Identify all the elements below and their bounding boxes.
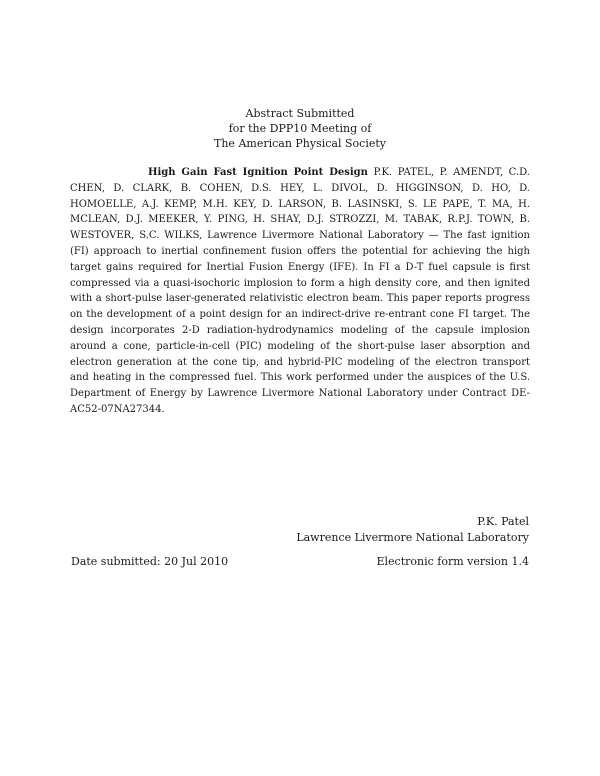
abstract-paragraph bbox=[70, 165, 530, 418]
signature-institution: Lawrence Livermore National Laboratory bbox=[296, 531, 529, 544]
signature-block bbox=[296, 514, 529, 546]
abstract-title: High Gain Fast Ignition Point Design bbox=[148, 167, 368, 178]
em-dash: — bbox=[428, 230, 439, 242]
affiliation: Lawrence Livermore National Laboratory bbox=[207, 230, 424, 242]
author-list: P.K. PATEL, P. AMENDT, C.D. CHEN, D. CLARK, B. COHEN, D.S. HEY, L. DIVOL, D. HIGGINSON, D. HO, D. HOMOELLE, A.J. KEMP, M.H. KEY, D. LARSON, B. LASINSKI, S. LE PAPE, T. MA, H. MCLEAN, D.J. MEEKER, Y. PING, H. SHAY, D.J. STROZZI, M. TABAK, R.P.J. TOWN, B. WESTOVER, S.C. WILKS, bbox=[70, 167, 530, 242]
form-version: Electronic form version 1.4 bbox=[376, 555, 529, 568]
signature-name: P.K. Patel bbox=[477, 515, 529, 528]
date-submitted: Date submitted: 20 Jul 2010 bbox=[71, 555, 229, 568]
header-line-1: Abstract Submitted bbox=[245, 107, 355, 120]
submission-header bbox=[0, 106, 600, 151]
abstract-body: The fast ignition (FI) approach to inertial confinement fusion offers the potential for achieving the high target gains required for Inertial Fusion Energy (IFE). In FI a D-T fuel capsule is first compressed via a quasi-isochoric implosion to form a high density core, and then ignited with a short-pulse laser-generated relativistic electron beam. This paper reports progress on the development of a point design for an indirect-drive re-entrant cone FI target. The design incorporates 2-D radiation-hydrodynamics modeling of the capsule implosion around a cone, particle-in-cell (PIC) modeling of the short-pulse laser absorption and electron generation at the cone tip, and hybrid-PIC modeling of the electron transport and heating in the compressed fuel. This work performed under the auspices of the U.S. Department of Energy by Lawrence Livermore National Laboratory under Contract DE-AC52-07NA27344. bbox=[70, 230, 530, 415]
header-line-2: for the DPP10 Meeting of bbox=[228, 122, 372, 135]
header-line-3: The American Physical Society bbox=[214, 137, 386, 150]
